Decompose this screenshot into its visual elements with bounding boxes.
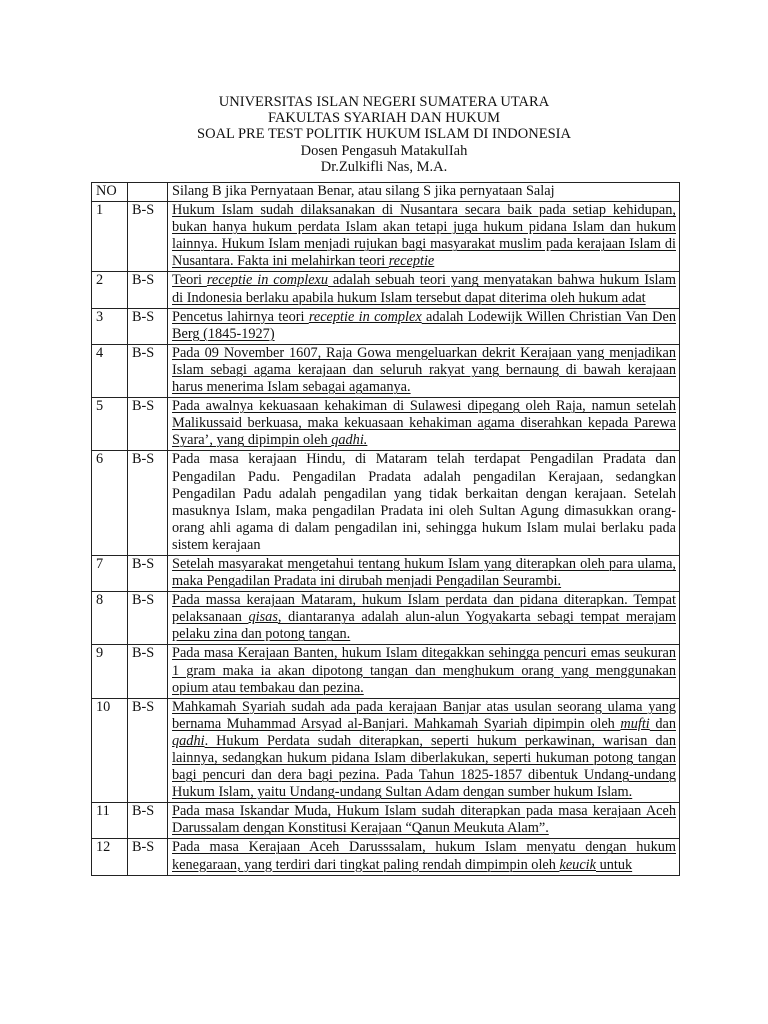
table-row: [92, 803, 680, 839]
question-statement: [168, 839, 680, 875]
statement-italic-term: keucik: [559, 856, 596, 873]
question-number: 4: [92, 344, 128, 397]
statement-text: adalah Lodewijk Willen Christian Van Den Berg (1845-1927): [172, 308, 676, 342]
statement-text: Pada awalnya kekuasaan kehakiman di Sulawesi dipegang oleh Raja, namun setelah Malikussaid berkuasa, maka kekuasaan kehakiman agama diserahkan kepada Parewa Syara’, yang dipimpin oleh: [172, 398, 676, 449]
statement-text: Pada masa kerajaan Hindu, di Mataram telah terdapat Pengadilan Pradata dan Pengadilan Padu. Pengadilan Pradata adalah pengadilan Kerajaan, sedangkan Pengadilan Padu adalah pengadilan yang tidak berkaitan dengan kerajaan. Setelah masuknya Islam, maka pengadilan Pradata ini oleh Sultan Agung dimasukkan orang-orang ahli agama di dalam pengadilan ini, sehingga hukum Islam mulai berlaku pada sistem kerajaan: [172, 451, 676, 553]
question-number: 2: [92, 272, 128, 308]
statement-text: untuk: [596, 856, 633, 873]
statement-text: , diantaranya adalah alun-alun Yogyakarta sebagi tempat merajam pelaku zina dan potong tangan.: [172, 609, 676, 643]
statement-italic-term: qadhi.: [331, 432, 368, 449]
statement-italic-term: receptie in complex: [308, 308, 422, 325]
question-number: 8: [92, 592, 128, 645]
answer-choice-cell[interactable]: B-S: [128, 308, 168, 344]
question-number: 9: [92, 645, 128, 698]
question-number: 3: [92, 308, 128, 344]
question-statement: [168, 308, 680, 344]
statement-italic-term: qisas: [248, 609, 278, 626]
lecturer-label: Dosen Pengasuh MatakulIah: [300, 142, 468, 159]
table-row: [92, 202, 680, 272]
question-statement: [168, 272, 680, 308]
statement-text: . Hukum Perdata sudah diterapkan, seperti hukum perkawinan, warisan dan lainnya, sedangkan hukum pidana Islam diberlakukan, seperti hukuman potong tangan bagi pencuri dan dera bagi pezina. Pada Tahun 1825-1857 dibentuk Undang-undang Hukum Islam, yaitu Undang-undang Sultan Adam dengan sumber hukum Islam.: [172, 732, 676, 801]
header-instruction: Silang B jika Pernyataan Benar, atau silang S jika pernyataan Salaj: [168, 183, 680, 202]
statement-text: Pada masa Kerajaan Aceh Darusssalam, hukum Islam menyatu dengan hukum kenegaraan, yang terdiri dari tingkat paling rendah dimpimpin oleh: [172, 839, 676, 873]
question-statement: [168, 344, 680, 397]
answer-choice-cell[interactable]: B-S: [128, 698, 168, 803]
statement-text: Pada masa Iskandar Muda, Hukum Islam sudah diterapkan pada masa kerajaan Aceh Darussalam dengan Konstitusi Kerajaan “Qanun Meukuta Alam”.: [172, 803, 676, 837]
table-header-row: [92, 183, 680, 202]
question-statement: [168, 555, 680, 591]
table-row: [92, 344, 680, 397]
statement-text: Hukum Islam sudah dilaksanakan di Nusantara secara baik pada setiap kehidupan, bukan hanya hukum perdata Islam akan tetapi juga hukum pidana Islam dan hukum lainnya. Hukum Islam menjadi rujukan bagi masyarakat muslim pada kerajaan Islam di Nusantara. Fakta ini melahirkan teori: [172, 202, 676, 270]
answer-choice-cell[interactable]: B-S: [128, 839, 168, 875]
statement-text: Pada masa Kerajaan Banten, hukum Islam ditegakkan sehingga pencuri emas seukuran 1 gram maka ia akan dipotong tangan dan menghukum orang yang menggunakan opium atau tembakau dan pezina.: [172, 645, 676, 696]
statement-text: Teori: [172, 272, 207, 289]
table-row: [92, 698, 680, 803]
question-number: 1: [92, 202, 128, 272]
statement-text: dan: [649, 715, 676, 732]
answer-choice-cell[interactable]: B-S: [128, 555, 168, 591]
table-row: [92, 555, 680, 591]
question-number: 6: [92, 451, 128, 556]
question-statement: [168, 202, 680, 272]
table-row: [92, 451, 680, 556]
document-header: [0, 94, 768, 175]
question-statement: [168, 645, 680, 698]
statement-text: Pencetus lahirnya teori: [172, 308, 309, 325]
answer-choice-cell[interactable]: B-S: [128, 344, 168, 397]
question-number: 10: [92, 698, 128, 803]
faculty-name: FAKULTAS SYARIAH DAN HUKUM: [267, 110, 501, 127]
statement-text: Mahkamah Syariah sudah ada pada kerajaan Banjar atas usulan seorang ulama yang bernama Muhammad Arsyad al-Banjari. Mahkamah Syariah dipimpin oleh: [172, 698, 676, 732]
answer-choice-cell[interactable]: B-S: [128, 451, 168, 556]
table-row: [92, 592, 680, 645]
question-statement: [168, 803, 680, 839]
test-title: SOAL PRE TEST POLITIK HUKUM ISLAM DI INDONESIA: [197, 126, 571, 143]
answer-choice-cell[interactable]: B-S: [128, 202, 168, 272]
question-statement: [168, 451, 680, 556]
answer-choice-cell[interactable]: B-S: [128, 803, 168, 839]
answer-choice-cell[interactable]: B-S: [128, 398, 168, 451]
table-row: [92, 839, 680, 875]
statement-text: Setelah masyarakat mengetahui tentang hukum Islam yang diterapkan oleh para ulama, maka Pengadilan Pradata ini dirubah menjadi Pengadilan Seurambi.: [172, 555, 676, 590]
question-number: 11: [92, 803, 128, 839]
statement-italic-term: mufti: [620, 715, 650, 732]
statement-italic-term: qadhi: [172, 732, 205, 749]
question-statement: [168, 698, 680, 803]
question-number: 12: [92, 839, 128, 875]
statement-text: Pada massa kerajaan Mataram, hukum Islam perdata dan pidana diterapkan. Tempat pelaksanaan: [172, 592, 676, 626]
statement-text: Pada 09 November 1607, Raja Gowa mengeluarkan dekrit Kerajaan yang menjadikan Islam sebagi agama kerajaan dan seluruh rakyat yang bernaung di bawah kerajaan harus menerima Islam sebagai agamanya.: [172, 344, 676, 396]
answer-choice-cell[interactable]: B-S: [128, 645, 168, 698]
question-table: [91, 182, 680, 876]
table-row: [92, 398, 680, 451]
question-number: 5: [92, 398, 128, 451]
question-rows: [92, 202, 680, 876]
table-row: [92, 645, 680, 698]
university-name: UNIVERSITAS ISLAN NEGERI SUMATERA UTARA: [218, 94, 550, 110]
header-no: NO: [92, 183, 128, 202]
statement-italic-term: receptie: [388, 253, 435, 270]
statement-italic-term: receptie in complexu: [206, 272, 329, 289]
table-row: [92, 308, 680, 344]
answer-choice-cell[interactable]: B-S: [128, 592, 168, 645]
table-row: [92, 272, 680, 308]
question-statement: [168, 398, 680, 451]
lecturer-name: Dr.Zulkifli Nas, M.A.: [320, 158, 448, 175]
header-answer: [128, 183, 168, 202]
answer-choice-cell[interactable]: B-S: [128, 272, 168, 308]
question-number: 7: [92, 555, 128, 591]
statement-text: adalah sebuah teori yang menyatakan bahwa hukum Islam di Indonesia berlaku apabila hukum Islam tersebut dapat diterima oleh hukum adat: [172, 272, 676, 306]
question-statement: [168, 592, 680, 645]
